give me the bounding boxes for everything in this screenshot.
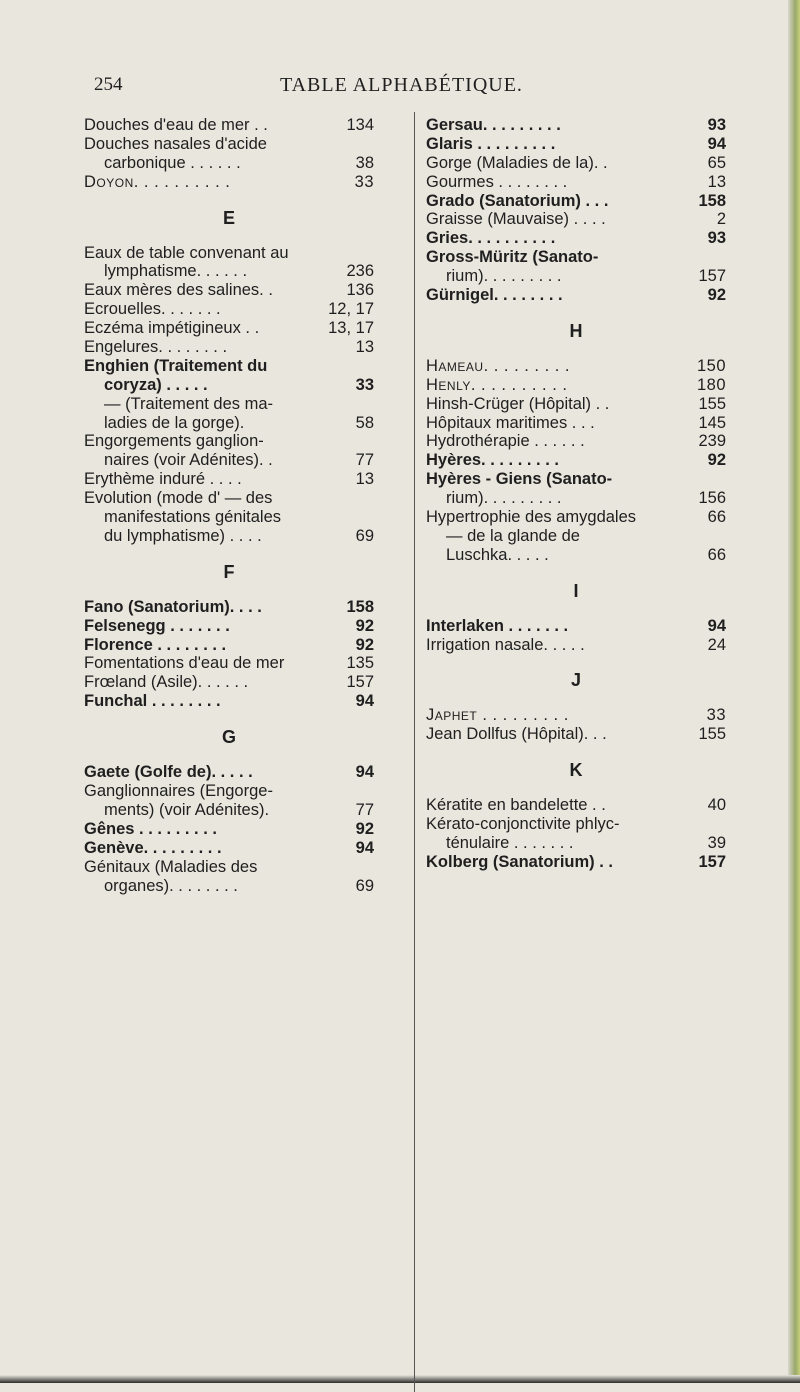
page-edge (788, 0, 800, 1383)
entry-page-number: 92 (355, 635, 374, 654)
index-entry (426, 796, 726, 815)
index-entry (84, 376, 374, 395)
entry-text: Génitaux (Maladies des (84, 857, 258, 876)
entry-text: Japhet . . . . . . . . . (426, 706, 569, 725)
entry-text: ments) (voir Adénites). (104, 800, 270, 819)
entry-page-number: 24 (707, 635, 726, 654)
entry-page-number: 155 (698, 725, 726, 744)
index-entry (84, 617, 374, 636)
entry-text: lymphatisme. . . . . . (104, 262, 248, 281)
entry-page-number: 93 (707, 116, 726, 134)
index-entry (84, 395, 374, 414)
entry-text: Florence . . . . . . . . (84, 635, 227, 654)
entry-text: Jean Dollfus (Hôpital). . . (426, 725, 607, 744)
entry-text: Gorge (Maladies de la). . (426, 153, 608, 172)
entry-page-number: 13 (355, 338, 374, 357)
entry-page-number: 38 (355, 153, 374, 172)
index-entry (84, 763, 374, 782)
entry-text: Engorgements ganglion- (84, 432, 264, 451)
entry-page-number: 58 (355, 413, 374, 432)
index-entry (84, 839, 374, 858)
entry-text: du lymphatisme) . . . . (104, 526, 262, 545)
entry-text: organes). . . . . . . . (104, 876, 238, 895)
entry-page-number: 94 (355, 838, 374, 857)
index-entry (84, 244, 374, 263)
entry-page-number: 39 (707, 834, 726, 853)
page-header (94, 74, 654, 104)
section-letter: F (223, 561, 235, 582)
entry-page-number: 239 (698, 432, 726, 451)
entry-page-number: 12, 17 (328, 300, 374, 319)
section-letter: J (570, 670, 581, 691)
entry-text: Gênes . . . . . . . . . (84, 819, 217, 838)
index-entry (426, 414, 726, 433)
entry-text: Hypertrophie des amygdales (426, 508, 637, 527)
entry-text: Engelures. . . . . . . . (84, 338, 228, 357)
entry-page-number: 157 (698, 267, 726, 286)
index-entry (84, 262, 374, 281)
entry-page-number: 158 (698, 191, 726, 210)
entry-page-number: 236 (346, 262, 374, 281)
index-entry (426, 815, 726, 834)
bottom-edge (0, 1375, 800, 1383)
entry-text: Doyon. . . . . . . . . . (84, 172, 231, 191)
index-entry (84, 357, 374, 376)
index-entry (84, 598, 374, 617)
index-entry (84, 820, 374, 839)
entry-text: Eaux mères des salines. . (84, 281, 273, 300)
index-entry (84, 300, 374, 319)
entry-text: manifestations génitales (104, 508, 282, 527)
index-entry (426, 154, 726, 173)
entry-page-number: 158 (346, 597, 374, 616)
entry-page-number: 77 (355, 800, 374, 819)
entry-text: Hinsh-Crüger (Hôpital) . . (426, 394, 610, 413)
index-entry (84, 414, 374, 433)
entry-text: Hydrothérapie . . . . . . (426, 432, 585, 451)
index-entry (84, 877, 374, 896)
index-entry (426, 173, 726, 192)
entry-page-number: 66 (707, 545, 726, 564)
index-entry (84, 116, 374, 135)
entry-text: Gersau. . . . . . . . . (426, 116, 561, 134)
index-entry (84, 432, 374, 451)
entry-text: Gourmes . . . . . . . . (426, 172, 568, 191)
entry-page-number: 13 (355, 470, 374, 489)
entry-text: Hyères - Giens (Sanato- (426, 470, 613, 489)
index-entry (84, 782, 374, 801)
entry-page-number: 150 (696, 356, 726, 375)
index-entry (84, 281, 374, 300)
index-entry (84, 508, 374, 527)
entry-page-number: 94 (355, 692, 374, 711)
index-entry (426, 706, 726, 725)
index-entry (426, 470, 726, 489)
entry-text: Douches nasales d'acide (84, 134, 267, 153)
entry-text: rium). . . . . . . . . (446, 267, 562, 286)
entry-page-number: 92 (707, 286, 726, 305)
index-entry (84, 673, 374, 692)
entry-page-number: 136 (346, 281, 374, 300)
index-entry (84, 319, 374, 338)
entry-text: — (Traitement des ma- (104, 394, 274, 413)
entry-page-number: 156 (698, 489, 726, 508)
index-entry (426, 432, 726, 451)
index-entry (84, 692, 374, 711)
entry-page-number: 69 (355, 876, 374, 895)
entry-page-number: 94 (355, 763, 374, 782)
index-entry (84, 636, 374, 655)
entry-text: Eaux de table convenant au (84, 243, 289, 262)
section-letter: K (569, 760, 583, 781)
entry-text: Funchal . . . . . . . . (84, 692, 221, 711)
index-entry (426, 527, 726, 546)
entry-text: Gaete (Golfe de). . . . . (84, 763, 253, 782)
entry-text: Evolution (mode d' — des (84, 489, 273, 508)
entry-text: — de la glande de (446, 526, 580, 545)
entry-text: Genève. . . . . . . . . (84, 838, 222, 857)
entry-page-number: 145 (698, 413, 726, 432)
entry-text: Frœland (Asile). . . . . . (84, 673, 249, 692)
index-entry (426, 546, 726, 565)
entry-page-number: 65 (707, 153, 726, 172)
entry-page-number: 180 (696, 375, 726, 394)
entry-page-number: 33 (706, 706, 726, 725)
entry-text: Eczéma impétigineux . . (84, 319, 260, 338)
entry-page-number: 77 (355, 451, 374, 470)
entry-text: Hameau. . . . . . . . . (426, 356, 571, 375)
entry-page-number: 155 (698, 394, 726, 413)
index-entry (426, 617, 726, 636)
index-entry (84, 470, 374, 489)
entry-page-number: 94 (707, 134, 726, 153)
entry-text: naires (voir Adénites). . (104, 451, 273, 470)
entry-text: Interlaken . . . . . . . (426, 616, 569, 635)
index-entry (84, 654, 374, 673)
section-letter: H (569, 320, 583, 341)
entry-text: Kérato-conjonctivite phlyc- (426, 815, 620, 834)
entry-text: Enghien (Traitement du (84, 356, 268, 375)
index-column-right (426, 116, 726, 872)
entry-page-number: 2 (716, 210, 726, 229)
index-entry (426, 636, 726, 655)
entry-text: Kolberg (Sanatorium) . . (426, 852, 614, 871)
entry-text: ténulaire . . . . . . . (446, 834, 574, 853)
entry-page-number: 92 (355, 616, 374, 635)
entry-text: ladies de la gorge). (104, 413, 245, 432)
entry-page-number: 134 (346, 116, 374, 134)
index-entry (426, 395, 726, 414)
entry-text: rium). . . . . . . . . (446, 489, 562, 508)
entry-page-number: 33 (354, 172, 374, 191)
entry-page-number: 40 (707, 796, 726, 815)
index-entry (426, 725, 726, 744)
entry-text: Hyères. . . . . . . . . (426, 451, 559, 470)
entry-text: Kératite en bandelette . . (426, 796, 606, 815)
entry-text: Gürnigel. . . . . . . . (426, 286, 563, 305)
index-entry (84, 154, 374, 173)
index-entry (84, 451, 374, 470)
entry-text: Gross-Müritz (Sanato- (426, 248, 599, 267)
entry-text: Graisse (Mauvaise) . . . . (426, 210, 606, 229)
index-entry (426, 451, 726, 470)
entry-text: Ecrouelles. . . . . . . (84, 300, 221, 319)
index-entry (84, 135, 374, 154)
index-entry (426, 116, 726, 135)
index-entry (426, 229, 726, 248)
entry-text: Erythème induré . . . . (84, 470, 242, 489)
entry-page-number: 33 (355, 375, 374, 394)
index-entry (426, 357, 726, 376)
section-letter: I (573, 580, 579, 601)
entry-page-number: 69 (355, 526, 374, 545)
index-entry (84, 338, 374, 357)
index-column-left (84, 116, 374, 895)
index-entry (426, 192, 726, 211)
index-entry (426, 489, 726, 508)
entry-page-number: 157 (698, 852, 726, 871)
index-entry (426, 508, 726, 527)
entry-text: Fano (Sanatorium). . . . (84, 597, 262, 616)
entry-text: carbonique . . . . . . (104, 153, 241, 172)
entry-text: Luschka. . . . . (446, 545, 549, 564)
entry-page-number: 13 (707, 172, 726, 191)
entry-text: Hôpitaux maritimes . . . (426, 413, 595, 432)
entry-text: Grado (Sanatorium) . . . (426, 191, 609, 210)
entry-text: Henly. . . . . . . . . . (426, 375, 568, 394)
entry-text: coryza) . . . . . (104, 375, 208, 394)
index-entry (426, 834, 726, 853)
entry-page-number: 135 (346, 654, 374, 673)
index-entry (84, 858, 374, 877)
section-letter: G (221, 727, 236, 748)
entry-page-number: 66 (707, 508, 726, 527)
entry-text: Douches d'eau de mer . . (84, 116, 268, 134)
entry-text: Irrigation nasale. . . . . (426, 635, 585, 654)
index-entry (426, 853, 726, 872)
entry-page-number: 13, 17 (328, 319, 374, 338)
entry-page-number: 157 (346, 673, 374, 692)
entry-text: Gries. . . . . . . . . . (426, 229, 556, 248)
index-entry (84, 489, 374, 508)
index-entry (84, 527, 374, 546)
running-title: TABLE ALPHABÉTIQUE. (280, 74, 523, 96)
section-letter: E (222, 207, 235, 228)
entry-page-number: 93 (707, 229, 726, 248)
entry-page-number: 92 (707, 451, 726, 470)
index-entry (426, 248, 726, 267)
index-entry (426, 286, 726, 305)
entry-text: Ganglionnaires (Engorge- (84, 782, 273, 801)
index-entry (426, 135, 726, 154)
column-divider (414, 112, 415, 1392)
entry-text: Glaris . . . . . . . . . (426, 134, 556, 153)
index-entry (84, 173, 374, 192)
index-entry (426, 210, 726, 229)
entry-page-number: 92 (355, 819, 374, 838)
index-entry (84, 801, 374, 820)
entry-text: Fomentations d'eau de mer (84, 654, 285, 673)
entry-page-number: 94 (707, 616, 726, 635)
index-entry (426, 267, 726, 286)
entry-text: Felsenegg . . . . . . . (84, 616, 230, 635)
page-number: 254 (94, 74, 123, 95)
index-entry (426, 376, 726, 395)
